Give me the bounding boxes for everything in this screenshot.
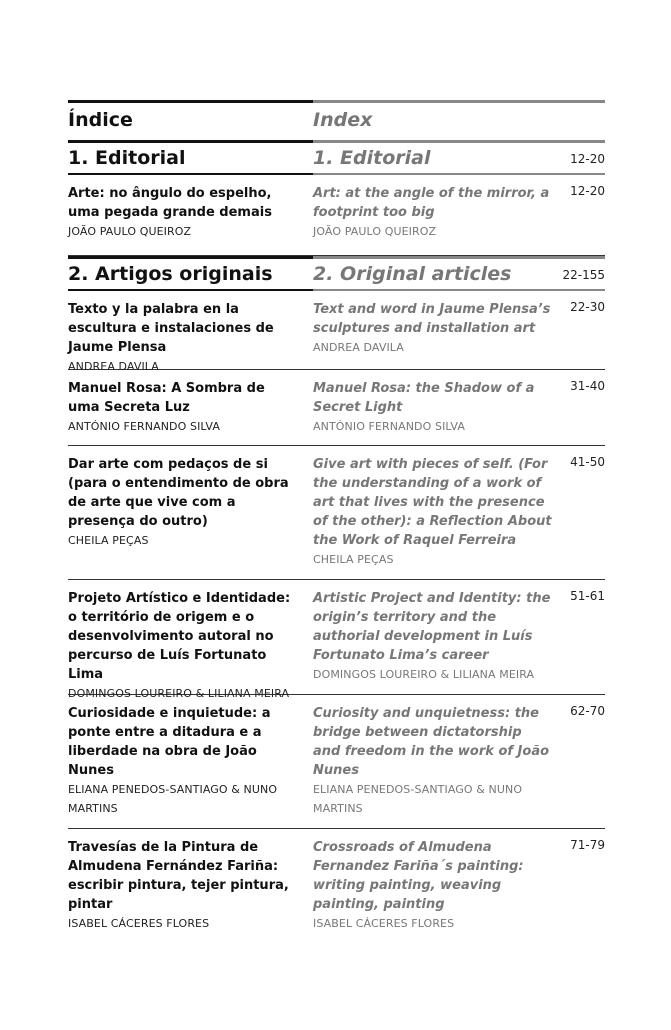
entry-author: CHEILA PEÇAS [68, 534, 149, 547]
entry-title-en[interactable]: Artistic Project and Identity: the origin’s territory and the authorial development in Luís Fortunato Lima’s career [313, 591, 551, 663]
entry-title-pt[interactable]: Manuel Rosa: A Sombra de uma Secreta Luz [68, 381, 265, 415]
entry-author-en: CHEILA PEÇAS [313, 553, 394, 566]
toc-entry[interactable] [68, 829, 605, 939]
toc-header [68, 100, 605, 140]
entry-pages: 22-30 [570, 300, 605, 314]
section-heading [68, 256, 605, 291]
section-title-pt: 1. Editorial [68, 147, 186, 169]
entry-author-en: DOMINGOS LOUREIRO & LILIANA MEIRA [313, 668, 535, 681]
entry-author-en: ANDREA DAVILA [313, 341, 404, 354]
entry-author-en: ELIANA PENEDOS-SANTIAGO & NUNO MARTINS [313, 783, 523, 815]
section-rule-left [68, 256, 313, 259]
entry-title-en[interactable]: Crossroads of Almudena Fernandez Fariña´s painting: writing painting, weaving painting, painting [313, 840, 524, 912]
entry-title-en[interactable]: Manuel Rosa: the Shadow of a Secret Light [313, 381, 535, 415]
entry-title-en[interactable]: Art: at the angle of the mirror, a footprint too big [313, 186, 550, 220]
header-title-en: Index [313, 109, 373, 131]
entry-title-en[interactable]: Give art with pieces of self. (For the understanding of a work of art that lives with the presence of the other): a Reflection About the Work of Raquel Ferreira [313, 457, 552, 548]
toc-entry[interactable] [68, 175, 605, 256]
section-title-en: 2. Original articles [313, 263, 512, 285]
entry-title-pt[interactable]: Curiosidade e inquietude: a ponte entre a ditadura e a liberdade na obra de João Nunes [68, 706, 271, 778]
entry-author: ELIANA PENEDOS-SANTIAGO & NUNO MARTINS [68, 783, 278, 815]
entry-pages: 71-79 [570, 838, 605, 852]
entry-author: ISABEL CÁCERES FLORES [68, 917, 210, 930]
section-rule-right [313, 256, 605, 259]
toc-entry[interactable] [68, 370, 605, 446]
entry-pages: 31-40 [570, 379, 605, 393]
entry-title-en[interactable]: Text and word in Jaume Plensa’s sculptures and installation art [313, 302, 551, 336]
toc-entry[interactable] [68, 580, 605, 700]
entry-title-pt[interactable]: Travesías de la Pintura de Almudena Fernández Fariña: escribir pintura, tejer pintura, pintar [68, 840, 289, 912]
entry-author: JOÃO PAULO QUEIROZ [68, 225, 192, 238]
entry-author-en: ANTÓNIO FERNANDO SILVA [313, 420, 465, 433]
header-title-pt: Índice [68, 109, 133, 131]
section-rule-right [313, 140, 605, 143]
entry-pages: 62-70 [570, 704, 605, 718]
header-rule-right [313, 100, 605, 103]
entry-title-pt[interactable]: Arte: no ângulo do espelho, uma pegada grande demais [68, 186, 272, 220]
entry-author: ANDREA DAVILA [68, 360, 159, 373]
entry-author-en: JOÃO PAULO QUEIROZ [313, 225, 437, 238]
entry-pages: 41-50 [570, 455, 605, 469]
entry-title-en[interactable]: Curiosity and unquietness: the bridge between dictatorship and freedom in the work of João Nunes [313, 706, 550, 778]
section-rule-left [68, 140, 313, 143]
section-title-en: 1. Editorial [313, 147, 431, 169]
entry-author: ANTÓNIO FERNANDO SILVA [68, 420, 220, 433]
toc-entry[interactable] [68, 446, 605, 580]
section-pages: 22-155 [562, 268, 605, 282]
section-heading [68, 140, 605, 175]
entry-title-pt[interactable]: Projeto Artístico e Identidade: o território de origem e o desenvolvimento autoral no percurso de Luís Fortunato Lima [68, 591, 291, 682]
header-rule-left [68, 100, 313, 103]
entry-author: DOMINGOS LOUREIRO & LILIANA MEIRA [68, 687, 290, 700]
entry-title-pt[interactable]: Dar arte com pedaços de si (para o entendimento de obra de arte que vive com a presença do outro) [68, 457, 289, 529]
section-title-pt: 2. Artigos originais [68, 263, 273, 285]
section-pages: 12-20 [570, 152, 605, 166]
toc-entry[interactable] [68, 291, 605, 373]
table-of-contents [68, 100, 605, 939]
entry-title-pt[interactable]: Texto y la palabra en la escultura e instalaciones de Jaume Plensa [68, 302, 274, 355]
entry-author-en: ISABEL CÁCERES FLORES [313, 917, 455, 930]
entry-pages: 12-20 [570, 184, 605, 198]
toc-entry[interactable] [68, 695, 605, 829]
entry-pages: 51-61 [570, 589, 605, 603]
